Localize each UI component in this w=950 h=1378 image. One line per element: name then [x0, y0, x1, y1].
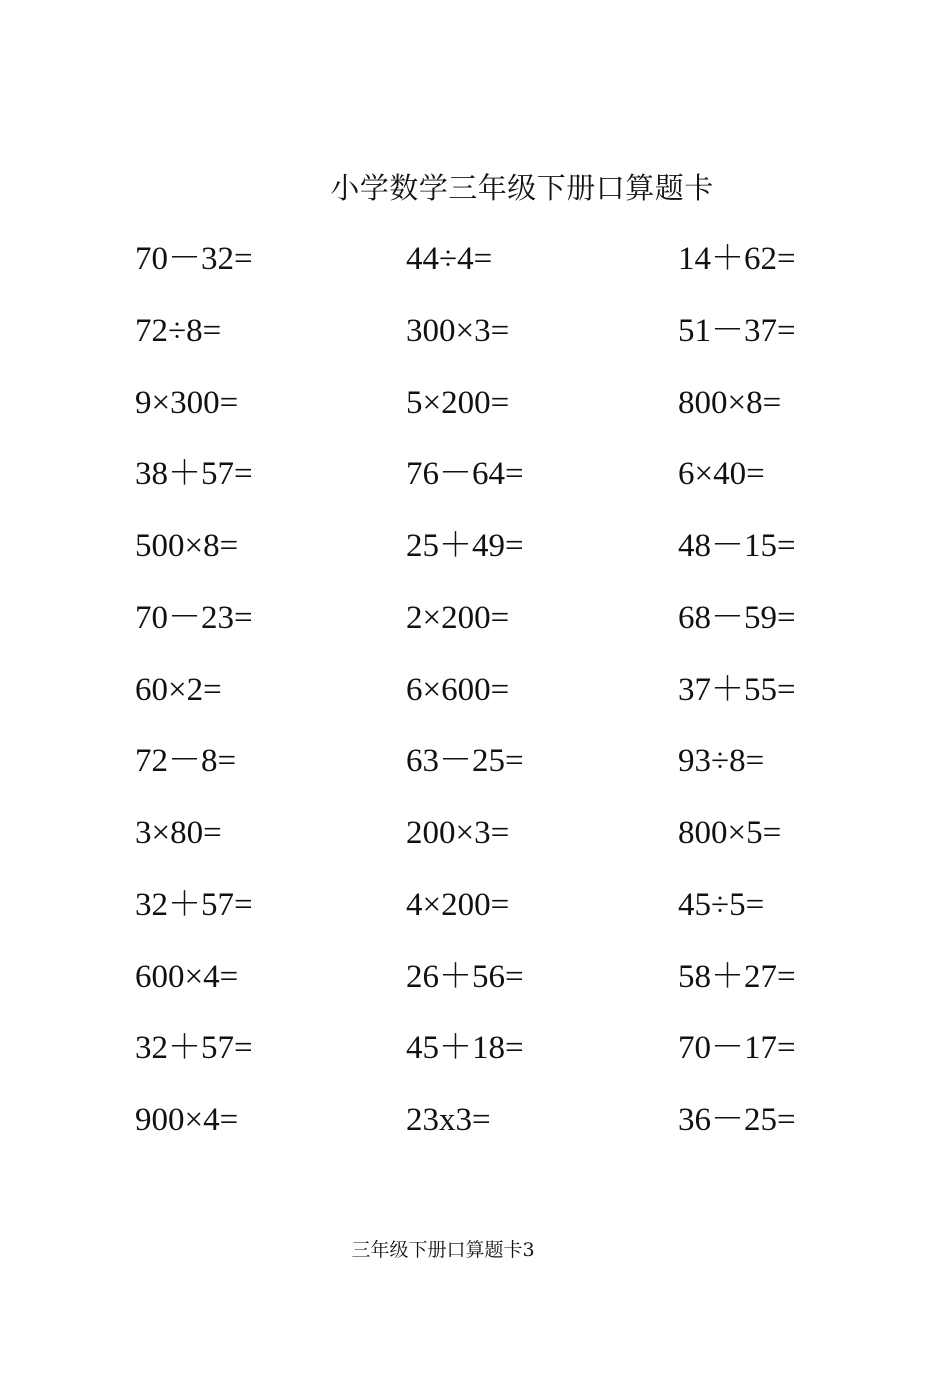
arithmetic-problem: 44÷4=	[406, 241, 493, 277]
arithmetic-problem: 63－25=	[406, 743, 524, 780]
arithmetic-problem: 200×3=	[406, 815, 510, 851]
arithmetic-problem: 800×5=	[678, 815, 782, 851]
problem-row	[0, 883, 950, 955]
arithmetic-problem: 38＋57=	[135, 456, 253, 493]
arithmetic-problem: 60×2=	[135, 671, 222, 708]
arithmetic-problem: 2×200=	[406, 599, 510, 636]
arithmetic-problem: 6×600=	[406, 671, 510, 708]
arithmetic-problem: 68－59=	[678, 599, 796, 636]
arithmetic-problem: 48－15=	[678, 528, 796, 564]
arithmetic-problem: 300×3=	[406, 312, 510, 349]
arithmetic-problem: 70－23=	[135, 599, 253, 636]
arithmetic-problem: 72÷8=	[135, 312, 222, 349]
arithmetic-problem: 45÷5=	[678, 886, 765, 923]
arithmetic-problem: 5×200=	[406, 384, 510, 421]
problem-row	[0, 381, 950, 453]
arithmetic-problem: 72－8=	[135, 743, 237, 780]
problem-row	[0, 811, 950, 883]
page-title: 小学数学三年级下册口算题卡	[330, 171, 714, 205]
arithmetic-problem: 37＋55=	[678, 671, 796, 708]
problem-row	[0, 524, 950, 596]
arithmetic-problem: 23x3=	[406, 1102, 491, 1138]
arithmetic-problem: 58＋27=	[678, 958, 796, 995]
arithmetic-problem: 76－64=	[406, 456, 524, 493]
arithmetic-problem: 4×200=	[406, 886, 510, 923]
problem-row	[0, 739, 950, 811]
problem-row	[0, 452, 950, 524]
arithmetic-problem: 93÷8=	[678, 743, 765, 780]
page-footer: 三年级下册口算题卡3	[351, 1239, 535, 1261]
arithmetic-problem: 900×4=	[135, 1102, 239, 1138]
problem-row	[0, 237, 950, 309]
arithmetic-problem: 6×40=	[678, 456, 765, 493]
problem-row	[0, 309, 950, 381]
arithmetic-problem: 45＋18=	[406, 1030, 524, 1067]
arithmetic-problem: 70－32=	[135, 241, 253, 277]
problem-row	[0, 668, 950, 740]
problem-row	[0, 955, 950, 1027]
arithmetic-problem: 9×300=	[135, 384, 239, 421]
arithmetic-problem: 500×8=	[135, 528, 239, 564]
arithmetic-problem: 14＋62=	[678, 241, 796, 277]
problem-grid	[0, 237, 950, 1170]
arithmetic-problem: 800×8=	[678, 384, 782, 421]
arithmetic-problem: 600×4=	[135, 958, 239, 995]
arithmetic-problem: 25＋49=	[406, 528, 524, 564]
arithmetic-problem: 70－17=	[678, 1030, 796, 1067]
arithmetic-problem: 36－25=	[678, 1102, 796, 1138]
arithmetic-problem: 51－37=	[678, 312, 796, 349]
problem-row	[0, 1026, 950, 1098]
arithmetic-problem: 32＋57=	[135, 1030, 253, 1067]
problem-row	[0, 596, 950, 668]
arithmetic-problem: 32＋57=	[135, 886, 253, 923]
arithmetic-problem: 3×80=	[135, 815, 222, 851]
arithmetic-problem: 26＋56=	[406, 958, 524, 995]
problem-row	[0, 1098, 950, 1170]
